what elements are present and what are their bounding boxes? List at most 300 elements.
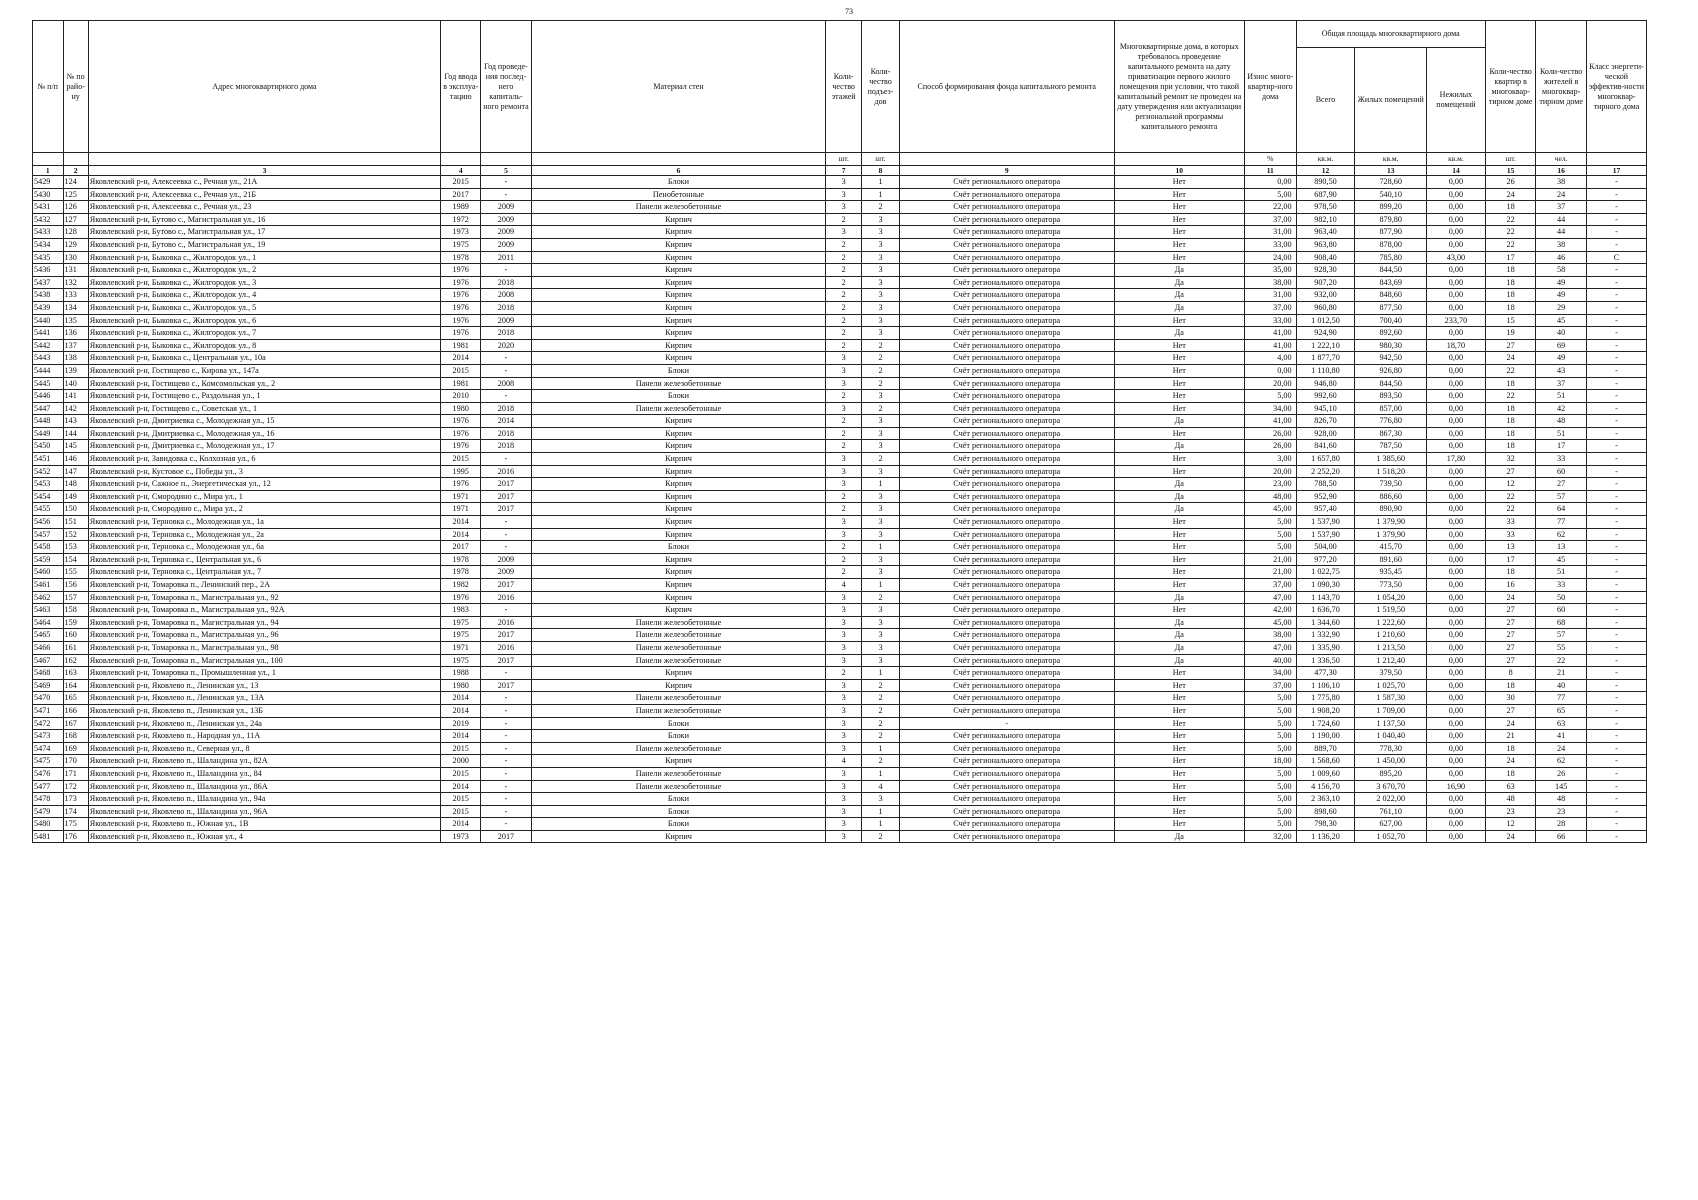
cell-row-num: 5469 bbox=[33, 679, 64, 692]
cell-year-built: 1976 bbox=[441, 478, 481, 491]
cell-last-repair: 2017 bbox=[481, 629, 532, 642]
cell-last-repair: 2018 bbox=[481, 327, 532, 340]
column-number: 16 bbox=[1536, 166, 1587, 176]
unit-residents: чел. bbox=[1536, 153, 1587, 166]
cell-row-num: 5475 bbox=[33, 755, 64, 768]
cell-fund-method: Счёт регионального оператора bbox=[899, 755, 1114, 768]
cell-residents: 42 bbox=[1536, 402, 1587, 415]
cell-wall-material: Кирпич bbox=[531, 213, 826, 226]
cell-area-residential: 1 518,20 bbox=[1355, 465, 1427, 478]
cell-last-repair: 2009 bbox=[481, 201, 532, 214]
cell-row-num: 5445 bbox=[33, 377, 64, 390]
cell-address: Яковлевский р-н, Быковка с., Центральная ул., 10а bbox=[88, 352, 440, 365]
cell-energy-class: - bbox=[1586, 289, 1646, 302]
cell-wear: 38,00 bbox=[1245, 276, 1297, 289]
cell-floors: 2 bbox=[826, 251, 862, 264]
cell-floors: 3 bbox=[826, 629, 862, 642]
cell-wall-material: Кирпич bbox=[531, 427, 826, 440]
cell-address: Яковлевский р-н, Яковлево п., Шаландина ул., 82А bbox=[88, 755, 440, 768]
cell-wear: 5,00 bbox=[1245, 188, 1297, 201]
cell-floors: 2 bbox=[826, 276, 862, 289]
cell-address: Яковлевский р-н, Терновка с., Центральная ул., 6 bbox=[88, 553, 440, 566]
cell-wear: 5,00 bbox=[1245, 767, 1297, 780]
cell-area-total: 960,80 bbox=[1296, 301, 1355, 314]
cell-entrances: 3 bbox=[862, 251, 900, 264]
cell-year-built: 2017 bbox=[441, 188, 481, 201]
cell-area-residential: 1 137,50 bbox=[1355, 717, 1427, 730]
cell-district-num: 169 bbox=[63, 742, 88, 755]
cell-repair-required: Да bbox=[1114, 289, 1244, 302]
cell-area-nonresidential: 16,90 bbox=[1426, 780, 1485, 793]
unit-wear: % bbox=[1245, 153, 1297, 166]
cell-wear: 41,00 bbox=[1245, 415, 1297, 428]
cell-energy-class: - bbox=[1586, 440, 1646, 453]
column-number: 17 bbox=[1586, 166, 1646, 176]
cell-area-nonresidential: 0,00 bbox=[1426, 301, 1485, 314]
cell-repair-required: Нет bbox=[1114, 238, 1244, 251]
cell-entrances: 2 bbox=[862, 679, 900, 692]
cell-last-repair: 2009 bbox=[481, 314, 532, 327]
cell-wear: 24,00 bbox=[1245, 251, 1297, 264]
cell-district-num: 140 bbox=[63, 377, 88, 390]
cell-apartments: 27 bbox=[1485, 629, 1536, 642]
cell-apartments: 22 bbox=[1485, 226, 1536, 239]
table-row bbox=[33, 377, 1647, 390]
cell-repair-required: Нет bbox=[1114, 213, 1244, 226]
cell-area-nonresidential: 0,00 bbox=[1426, 415, 1485, 428]
cell-row-num: 5466 bbox=[33, 641, 64, 654]
cell-energy-class: - bbox=[1586, 478, 1646, 491]
cell-floors: 2 bbox=[826, 264, 862, 277]
cell-address: Яковлевский р-н, Дмитриевка с., Молодежная ул., 15 bbox=[88, 415, 440, 428]
cell-address: Яковлевский р-н, Терновка с., Молодежная ул., 2а bbox=[88, 528, 440, 541]
cell-area-total: 1 106,10 bbox=[1296, 679, 1355, 692]
cell-residents: 23 bbox=[1536, 805, 1587, 818]
cell-area-total: 992,60 bbox=[1296, 390, 1355, 403]
cell-year-built: 2014 bbox=[441, 692, 481, 705]
cell-wear: 42,00 bbox=[1245, 604, 1297, 617]
cell-wall-material: Блоки bbox=[531, 805, 826, 818]
cell-apartments: 24 bbox=[1485, 755, 1536, 768]
unit-area-total: кв.м. bbox=[1296, 153, 1355, 166]
cell-fund-method: Счёт регионального оператора bbox=[899, 301, 1114, 314]
cell-wall-material: Кирпич bbox=[531, 226, 826, 239]
cell-residents: 21 bbox=[1536, 667, 1587, 680]
cell-residents: 38 bbox=[1536, 238, 1587, 251]
table-row bbox=[33, 516, 1647, 529]
cell-floors: 4 bbox=[826, 579, 862, 592]
table-row bbox=[33, 427, 1647, 440]
cell-row-num: 5448 bbox=[33, 415, 64, 428]
cell-energy-class: - bbox=[1586, 755, 1646, 768]
table-row bbox=[33, 327, 1647, 340]
cell-entrances: 3 bbox=[862, 415, 900, 428]
cell-repair-required: Нет bbox=[1114, 717, 1244, 730]
cell-address: Яковлевский р-н, Яковлево п., Ленинская ул., 13Б bbox=[88, 704, 440, 717]
cell-repair-required: Нет bbox=[1114, 742, 1244, 755]
cell-year-built: 1983 bbox=[441, 604, 481, 617]
cell-address: Яковлевский р-н, Яковлево п., Шаландина ул., 84 bbox=[88, 767, 440, 780]
cell-apartments: 18 bbox=[1485, 742, 1536, 755]
cell-row-num: 5438 bbox=[33, 289, 64, 302]
cell-area-residential: 844,50 bbox=[1355, 264, 1427, 277]
table-row bbox=[33, 478, 1647, 491]
cell-wall-material: Панели железобетонные bbox=[531, 704, 826, 717]
table-row bbox=[33, 465, 1647, 478]
cell-entrances: 1 bbox=[862, 541, 900, 554]
cell-area-nonresidential: 0,00 bbox=[1426, 176, 1485, 189]
column-number: 3 bbox=[88, 166, 440, 176]
cell-repair-required: Нет bbox=[1114, 402, 1244, 415]
table-row bbox=[33, 805, 1647, 818]
cell-area-residential: 627,00 bbox=[1355, 818, 1427, 831]
column-number: 8 bbox=[862, 166, 900, 176]
cell-wall-material: Кирпич bbox=[531, 251, 826, 264]
header-year-built: Год ввода в эксплуа-тацию bbox=[441, 21, 481, 153]
cell-address: Яковлевский р-н, Быковка с., Жилгородок ул., 5 bbox=[88, 301, 440, 314]
cell-entrances: 4 bbox=[862, 780, 900, 793]
cell-area-total: 1 009,60 bbox=[1296, 767, 1355, 780]
cell-district-num: 139 bbox=[63, 364, 88, 377]
cell-year-built: 1981 bbox=[441, 377, 481, 390]
cell-area-total: 1 090,30 bbox=[1296, 579, 1355, 592]
cell-repair-required: Да bbox=[1114, 440, 1244, 453]
cell-year-built: 2015 bbox=[441, 176, 481, 189]
cell-floors: 3 bbox=[826, 402, 862, 415]
cell-last-repair: - bbox=[481, 364, 532, 377]
cell-address: Яковлевский р-н, Яковлево п., Ленинская ул., 13А bbox=[88, 692, 440, 705]
cell-district-num: 159 bbox=[63, 616, 88, 629]
cell-wall-material: Блоки bbox=[531, 818, 826, 831]
cell-area-nonresidential: 0,00 bbox=[1426, 377, 1485, 390]
cell-address: Яковлевский р-н, Смородино с., Мира ул., 1 bbox=[88, 490, 440, 503]
table-row bbox=[33, 767, 1647, 780]
cell-wall-material: Кирпич bbox=[531, 516, 826, 529]
cell-row-num: 5479 bbox=[33, 805, 64, 818]
cell-area-total: 1 022,75 bbox=[1296, 566, 1355, 579]
cell-repair-required: Нет bbox=[1114, 465, 1244, 478]
cell-energy-class: - bbox=[1586, 390, 1646, 403]
cell-address: Яковлевский р-н, Томаровка п., Магистральная ул., 98 bbox=[88, 641, 440, 654]
cell-area-nonresidential: 0,00 bbox=[1426, 364, 1485, 377]
cell-floors: 2 bbox=[826, 427, 862, 440]
cell-last-repair: - bbox=[481, 390, 532, 403]
cell-district-num: 137 bbox=[63, 339, 88, 352]
cell-year-built: 2014 bbox=[441, 516, 481, 529]
cell-wear: 21,00 bbox=[1245, 553, 1297, 566]
cell-area-residential: 844,50 bbox=[1355, 377, 1427, 390]
cell-floors: 3 bbox=[826, 226, 862, 239]
cell-address: Яковлевский р-н, Бутово с., Магистральная ул., 17 bbox=[88, 226, 440, 239]
cell-year-built: 1975 bbox=[441, 654, 481, 667]
cell-row-num: 5456 bbox=[33, 516, 64, 529]
table-row bbox=[33, 528, 1647, 541]
cell-area-total: 890,50 bbox=[1296, 176, 1355, 189]
cell-address: Яковлевский р-н, Гостищево с., Комсомольская ул., 2 bbox=[88, 377, 440, 390]
cell-last-repair: - bbox=[481, 818, 532, 831]
cell-wear: 31,00 bbox=[1245, 226, 1297, 239]
cell-residents: 64 bbox=[1536, 503, 1587, 516]
cell-wear: 47,00 bbox=[1245, 641, 1297, 654]
cell-area-total: 1 222,10 bbox=[1296, 339, 1355, 352]
column-number: 6 bbox=[531, 166, 826, 176]
cell-repair-required: Нет bbox=[1114, 679, 1244, 692]
cell-repair-required: Да bbox=[1114, 503, 1244, 516]
cell-last-repair: - bbox=[481, 516, 532, 529]
cell-area-nonresidential: 0,00 bbox=[1426, 503, 1485, 516]
cell-district-num: 163 bbox=[63, 667, 88, 680]
cell-wall-material: Кирпич bbox=[531, 453, 826, 466]
cell-last-repair: 2009 bbox=[481, 238, 532, 251]
cell-wall-material: Блоки bbox=[531, 176, 826, 189]
cell-row-num: 5433 bbox=[33, 226, 64, 239]
cell-wear: 4,00 bbox=[1245, 352, 1297, 365]
cell-wall-material: Панели железобетонные bbox=[531, 629, 826, 642]
cell-entrances: 1 bbox=[862, 478, 900, 491]
cell-address: Яковлевский р-н, Смородино с., Мира ул., 2 bbox=[88, 503, 440, 516]
cell-apartments: 12 bbox=[1485, 818, 1536, 831]
cell-apartments: 13 bbox=[1485, 541, 1536, 554]
cell-fund-method: Счёт регионального оператора bbox=[899, 465, 1114, 478]
cell-wall-material: Панели железобетонные bbox=[531, 201, 826, 214]
cell-floors: 2 bbox=[826, 415, 862, 428]
cell-area-residential: 3 670,70 bbox=[1355, 780, 1427, 793]
cell-address: Яковлевский р-н, Кустовое с., Победы ул., 3 bbox=[88, 465, 440, 478]
cell-area-total: 978,50 bbox=[1296, 201, 1355, 214]
cell-district-num: 130 bbox=[63, 251, 88, 264]
cell-wall-material: Кирпич bbox=[531, 528, 826, 541]
cell-row-num: 5432 bbox=[33, 213, 64, 226]
cell-repair-required: Да bbox=[1114, 301, 1244, 314]
cell-wear: 20,00 bbox=[1245, 465, 1297, 478]
header-fund-method: Способ формирования фонда капитального ремонта bbox=[899, 21, 1114, 153]
cell-wear: 0,00 bbox=[1245, 176, 1297, 189]
cell-floors: 3 bbox=[826, 730, 862, 743]
cell-floors: 2 bbox=[826, 440, 862, 453]
cell-entrances: 3 bbox=[862, 238, 900, 251]
cell-entrances: 3 bbox=[862, 604, 900, 617]
cell-energy-class: - bbox=[1586, 176, 1646, 189]
cell-year-built: 1978 bbox=[441, 566, 481, 579]
cell-repair-required: Нет bbox=[1114, 377, 1244, 390]
cell-last-repair: 2018 bbox=[481, 427, 532, 440]
cell-fund-method: Счёт регионального оператора bbox=[899, 415, 1114, 428]
cell-wear: 5,00 bbox=[1245, 528, 1297, 541]
cell-district-num: 167 bbox=[63, 717, 88, 730]
column-number: 15 bbox=[1485, 166, 1536, 176]
cell-year-built: 2014 bbox=[441, 528, 481, 541]
cell-fund-method: Счёт регионального оператора bbox=[899, 276, 1114, 289]
cell-fund-method: Счёт регионального оператора bbox=[899, 516, 1114, 529]
cell-district-num: 125 bbox=[63, 188, 88, 201]
cell-entrances: 3 bbox=[862, 427, 900, 440]
cell-wear: 5,00 bbox=[1245, 541, 1297, 554]
cell-district-num: 142 bbox=[63, 402, 88, 415]
cell-apartments: 32 bbox=[1485, 453, 1536, 466]
cell-wall-material: Кирпич bbox=[531, 591, 826, 604]
cell-apartments: 16 bbox=[1485, 579, 1536, 592]
cell-entrances: 3 bbox=[862, 213, 900, 226]
cell-district-num: 151 bbox=[63, 516, 88, 529]
cell-wall-material: Кирпич bbox=[531, 755, 826, 768]
cell-area-residential: 415,70 bbox=[1355, 541, 1427, 554]
cell-apartments: 33 bbox=[1485, 528, 1536, 541]
cell-row-num: 5439 bbox=[33, 301, 64, 314]
cell-address: Яковлевский р-н, Быковка с., Жилгородок ул., 2 bbox=[88, 264, 440, 277]
cell-wear: 41,00 bbox=[1245, 339, 1297, 352]
cell-address: Яковлевский р-н, Яковлево п., Ленинская ул., 13 bbox=[88, 679, 440, 692]
cell-floors: 3 bbox=[826, 528, 862, 541]
cell-year-built: 1975 bbox=[441, 629, 481, 642]
cell-area-total: 477,30 bbox=[1296, 667, 1355, 680]
cell-fund-method: Счёт регионального оператора bbox=[899, 667, 1114, 680]
cell-last-repair: 2011 bbox=[481, 251, 532, 264]
cell-wear: 5,00 bbox=[1245, 793, 1297, 806]
cell-district-num: 124 bbox=[63, 176, 88, 189]
cell-row-num: 5463 bbox=[33, 604, 64, 617]
cell-apartments: 18 bbox=[1485, 377, 1536, 390]
cell-area-residential: 2 022,00 bbox=[1355, 793, 1427, 806]
cell-residents: 51 bbox=[1536, 427, 1587, 440]
cell-wear: 22,00 bbox=[1245, 201, 1297, 214]
cell-address: Яковлевский р-н, Гостищево с., Кирова ул., 147а bbox=[88, 364, 440, 377]
cell-area-total: 1 012,50 bbox=[1296, 314, 1355, 327]
column-numbers-row bbox=[33, 166, 1647, 176]
cell-area-residential: 891,60 bbox=[1355, 553, 1427, 566]
cell-year-built: 2014 bbox=[441, 352, 481, 365]
cell-residents: 49 bbox=[1536, 289, 1587, 302]
cell-row-num: 5462 bbox=[33, 591, 64, 604]
cell-apartments: 18 bbox=[1485, 566, 1536, 579]
cell-entrances: 1 bbox=[862, 579, 900, 592]
cell-floors: 2 bbox=[826, 390, 862, 403]
cell-year-built: 2014 bbox=[441, 704, 481, 717]
cell-floors: 2 bbox=[826, 490, 862, 503]
cell-district-num: 126 bbox=[63, 201, 88, 214]
cell-fund-method: Счёт регионального оператора bbox=[899, 704, 1114, 717]
cell-area-nonresidential: 0,00 bbox=[1426, 679, 1485, 692]
cell-fund-method: Счёт регионального оператора bbox=[899, 654, 1114, 667]
cell-wall-material: Блоки bbox=[531, 541, 826, 554]
cell-area-nonresidential: 0,00 bbox=[1426, 289, 1485, 302]
column-number: 10 bbox=[1114, 166, 1244, 176]
cell-district-num: 144 bbox=[63, 427, 88, 440]
header-num: № п/п bbox=[33, 21, 64, 153]
cell-apartments: 18 bbox=[1485, 276, 1536, 289]
cell-area-residential: 1 210,60 bbox=[1355, 629, 1427, 642]
cell-wear: 34,00 bbox=[1245, 402, 1297, 415]
cell-entrances: 1 bbox=[862, 176, 900, 189]
cell-floors: 3 bbox=[826, 516, 862, 529]
cell-last-repair: - bbox=[481, 453, 532, 466]
cell-repair-required: Да bbox=[1114, 616, 1244, 629]
cell-residents: 45 bbox=[1536, 314, 1587, 327]
cell-area-total: 1 335,90 bbox=[1296, 641, 1355, 654]
cell-floors: 2 bbox=[826, 314, 862, 327]
cell-wall-material: Кирпич bbox=[531, 352, 826, 365]
cell-last-repair: 2016 bbox=[481, 465, 532, 478]
cell-entrances: 2 bbox=[862, 402, 900, 415]
cell-area-residential: 761,10 bbox=[1355, 805, 1427, 818]
cell-address: Яковлевский р-н, Томаровка п., Ленинский пер., 2А bbox=[88, 579, 440, 592]
cell-entrances: 3 bbox=[862, 327, 900, 340]
cell-area-total: 898,60 bbox=[1296, 805, 1355, 818]
cell-energy-class: - bbox=[1586, 503, 1646, 516]
cell-area-nonresidential: 0,00 bbox=[1426, 742, 1485, 755]
cell-residents: 50 bbox=[1536, 591, 1587, 604]
cell-wear: 38,00 bbox=[1245, 629, 1297, 642]
cell-wear: 33,00 bbox=[1245, 314, 1297, 327]
cell-district-num: 131 bbox=[63, 264, 88, 277]
cell-area-total: 1 537,90 bbox=[1296, 516, 1355, 529]
cell-area-nonresidential: 0,00 bbox=[1426, 566, 1485, 579]
cell-apartments: 18 bbox=[1485, 415, 1536, 428]
cell-residents: 33 bbox=[1536, 579, 1587, 592]
cell-area-residential: 867,30 bbox=[1355, 427, 1427, 440]
cell-year-built: 2014 bbox=[441, 780, 481, 793]
cell-district-num: 141 bbox=[63, 390, 88, 403]
header-wear: Износ много-квартир-ного дома bbox=[1245, 21, 1297, 153]
cell-district-num: 162 bbox=[63, 654, 88, 667]
cell-wear: 47,00 bbox=[1245, 591, 1297, 604]
cell-wall-material: Кирпич bbox=[531, 503, 826, 516]
cell-address: Яковлевский р-н, Сажное п., Энергетическая ул., 12 bbox=[88, 478, 440, 491]
cell-area-total: 1 657,80 bbox=[1296, 453, 1355, 466]
cell-year-built: 2010 bbox=[441, 390, 481, 403]
cell-apartments: 18 bbox=[1485, 264, 1536, 277]
cell-last-repair: 2018 bbox=[481, 440, 532, 453]
table-row bbox=[33, 314, 1647, 327]
cell-last-repair: 2018 bbox=[481, 301, 532, 314]
cell-address: Яковлевский р-н, Яковлево п., Южная ул., 1В bbox=[88, 818, 440, 831]
cell-wall-material: Пенобетонные bbox=[531, 188, 826, 201]
table-row bbox=[33, 364, 1647, 377]
cell-entrances: 2 bbox=[862, 692, 900, 705]
cell-area-nonresidential: 0,00 bbox=[1426, 478, 1485, 491]
cell-energy-class: - bbox=[1586, 780, 1646, 793]
cell-entrances: 2 bbox=[862, 704, 900, 717]
cell-district-num: 165 bbox=[63, 692, 88, 705]
cell-entrances: 2 bbox=[862, 377, 900, 390]
unit-area-nonresidential: кв.м. bbox=[1426, 153, 1485, 166]
cell-wear: 37,00 bbox=[1245, 213, 1297, 226]
cell-repair-required: Нет bbox=[1114, 314, 1244, 327]
table-row bbox=[33, 742, 1647, 755]
cell-residents: 43 bbox=[1536, 364, 1587, 377]
cell-last-repair: 2009 bbox=[481, 226, 532, 239]
cell-entrances: 3 bbox=[862, 289, 900, 302]
cell-entrances: 3 bbox=[862, 553, 900, 566]
cell-residents: 44 bbox=[1536, 213, 1587, 226]
cell-area-residential: 886,60 bbox=[1355, 490, 1427, 503]
cell-fund-method: Счёт регионального оператора bbox=[899, 730, 1114, 743]
cell-last-repair: - bbox=[481, 780, 532, 793]
cell-area-nonresidential: 0,00 bbox=[1426, 327, 1485, 340]
cell-energy-class: - bbox=[1586, 528, 1646, 541]
cell-fund-method: Счёт регионального оператора bbox=[899, 327, 1114, 340]
cell-district-num: 166 bbox=[63, 704, 88, 717]
cell-wall-material: Кирпич bbox=[531, 579, 826, 592]
cell-fund-method: Счёт регионального оператора bbox=[899, 213, 1114, 226]
cell-area-nonresidential: 0,00 bbox=[1426, 528, 1485, 541]
cell-area-residential: 892,60 bbox=[1355, 327, 1427, 340]
cell-repair-required: Да bbox=[1114, 830, 1244, 843]
cell-wall-material: Панели железобетонные bbox=[531, 780, 826, 793]
cell-last-repair: - bbox=[481, 767, 532, 780]
cell-energy-class: - bbox=[1586, 679, 1646, 692]
cell-residents: 48 bbox=[1536, 415, 1587, 428]
cell-residents: 45 bbox=[1536, 553, 1587, 566]
